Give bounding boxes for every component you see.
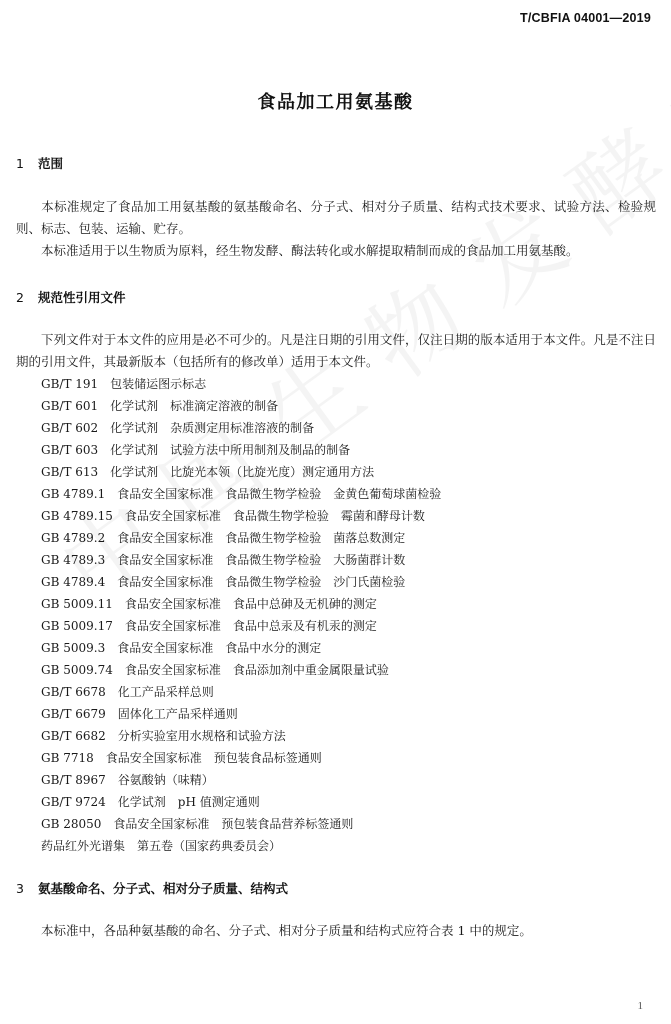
page-number: 1 — [637, 1000, 643, 1012]
reference-item: GB/T 6678 化工产品采样总则 — [41, 685, 214, 699]
reference-item: GB 5009.3 食品安全国家标准 食品中水分的测定 — [41, 641, 322, 655]
standard-code: T/CBFIA 04001—2019 — [520, 11, 651, 25]
section-title: 规范性引用文件 — [38, 290, 126, 305]
section-3-heading — [16, 879, 288, 897]
reference-item: GB 4789.3 食品安全国家标准 食品微生物学检验 大肠菌群计数 — [41, 553, 406, 567]
reference-item: GB/T 9724 化学试剂 pH 值测定通则 — [41, 795, 260, 809]
reference-item: GB 4789.1 食品安全国家标准 食品微生物学检验 金黄色葡萄球菌检验 — [41, 487, 442, 501]
section-1-heading — [16, 154, 63, 172]
section-2-heading — [16, 288, 126, 306]
reference-item: GB 4789.2 食品安全国家标准 食品微生物学检验 菌落总数测定 — [41, 531, 406, 545]
section-3-paragraph-1: 本标准中，各品种氨基酸的命名、分子式、相对分子质量和结构式应符合表 1 中的规定。 — [41, 923, 532, 938]
section-title: 范围 — [38, 156, 64, 171]
reference-item: GB 7718 食品安全国家标准 预包装食品标签通则 — [41, 751, 322, 765]
reference-item: GB/T 601 化学试剂 标准滴定溶液的制备 — [41, 399, 279, 413]
reference-item: GB 4789.15 食品安全国家标准 食品微生物学检验 霉菌和酵母计数 — [41, 509, 425, 523]
reference-item: GB 4789.4 食品安全国家标准 食品微生物学检验 沙门氏菌检验 — [41, 575, 406, 589]
reference-item: GB/T 6679 固体化工产品采样通则 — [41, 707, 238, 721]
section-title: 氨基酸命名、分子式、相对分子质量、结构式 — [38, 881, 289, 896]
reference-item: GB/T 8967 谷氨酸钠（味精） — [41, 773, 214, 787]
normative-references-list — [41, 373, 441, 857]
section-1-paragraph-2: 本标准适用于以生物质为原料，经生物发酵、酶法转化或水解提取精制而成的食品加工用氨基酸。 — [41, 243, 579, 258]
reference-item: GB/T 602 化学试剂 杂质测定用标准溶液的制备 — [41, 421, 315, 435]
section-1-paragraph-1: 本标准规定了食品加工用氨基酸的氨基酸命名、分子式、相对分子质量、结构式技术要求、试验方法、检验规则、标志、包装、运输、贮存。 — [16, 199, 656, 236]
section-number: 3 — [16, 881, 24, 896]
section-2-paragraph-1: 下列文件对于本文件的应用是必不可少的。凡是注日期的引用文件，仅注日期的版本适用于本文件。凡是不注日期的引用文件，其最新版本（包括所有的修改单）适用于本文件。 — [16, 332, 656, 369]
reference-item: GB 28050 食品安全国家标准 预包装食品营养标签通则 — [41, 817, 354, 831]
reference-item: GB 5009.11 食品安全国家标准 食品中总砷及无机砷的测定 — [41, 597, 377, 611]
section-number: 1 — [16, 156, 24, 171]
section-number: 2 — [16, 290, 24, 305]
page-title: 食品加工用氨基酸 — [257, 92, 414, 113]
reference-item: GB/T 603 化学试剂 试验方法中所用制剂及制品的制备 — [41, 443, 351, 457]
reference-item: GB 5009.74 食品安全国家标准 食品添加剂中重金属限量试验 — [41, 663, 389, 677]
reference-item: GB/T 191 包装储运图示标志 — [41, 377, 207, 391]
reference-item: GB/T 6682 分析实验室用水规格和试验方法 — [41, 729, 286, 743]
reference-item: 药品红外光谱集 第五卷（国家药典委员会） — [41, 839, 282, 853]
reference-item: GB/T 613 化学试剂 比旋光本领（比旋光度）测定通用方法 — [41, 465, 375, 479]
reference-item: GB 5009.17 食品安全国家标准 食品中总汞及有机汞的测定 — [41, 619, 377, 633]
